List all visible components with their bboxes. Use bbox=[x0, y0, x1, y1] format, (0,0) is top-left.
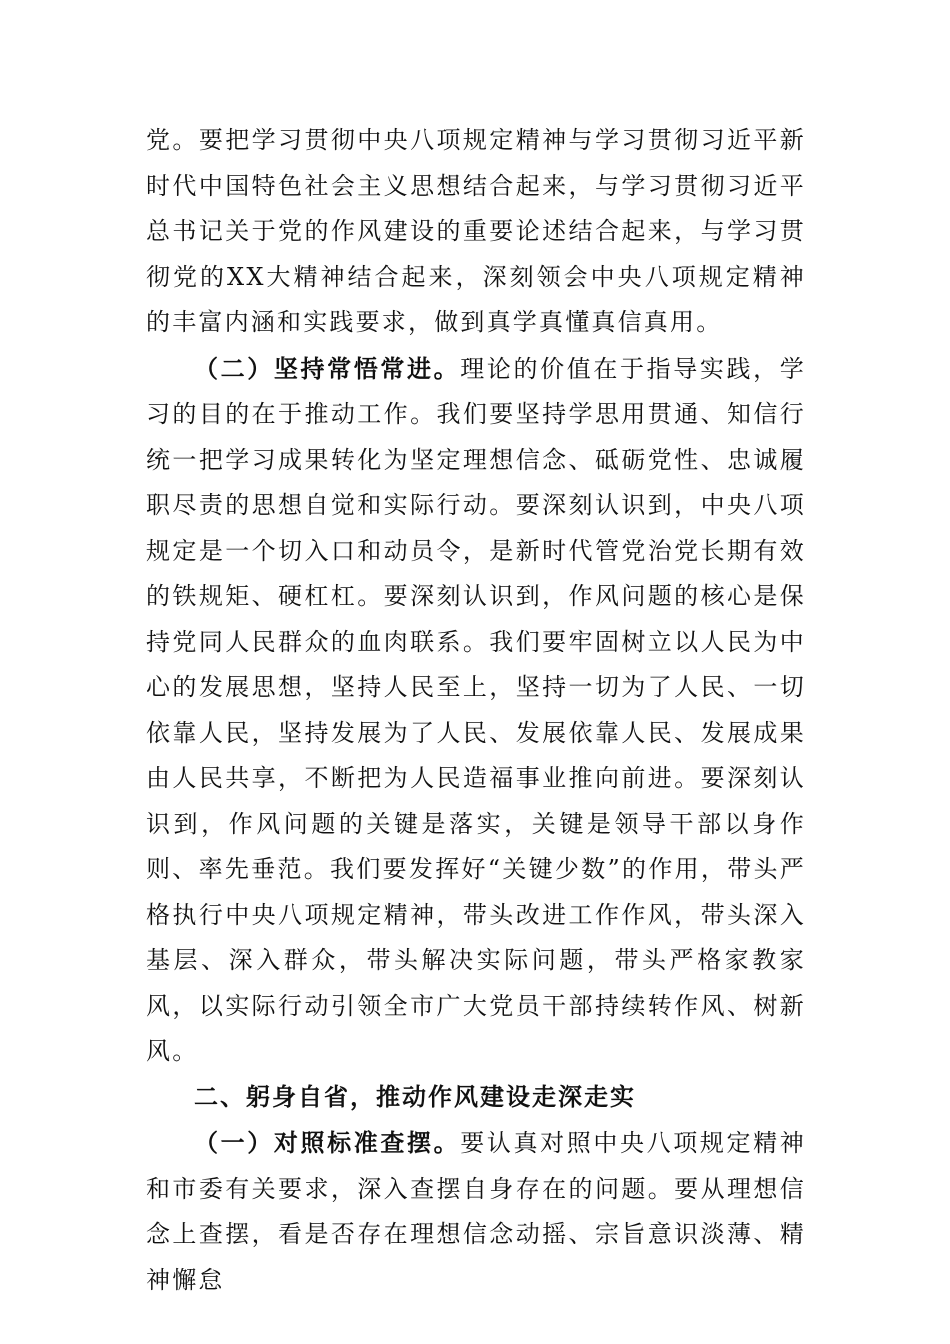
section-heading: 二、躬身自省，推动作风建设走深走实 bbox=[194, 1082, 636, 1111]
paragraph-subsection-1 bbox=[146, 1120, 806, 1303]
paragraph-lead: （二）坚持常悟常进。 bbox=[194, 353, 461, 383]
document-page bbox=[146, 118, 806, 1303]
paragraph-text: 要认真对照中央八项规定精神和市委有关要求，深入查摆自身存在的问题。要从理想信念上查摆，看是否存在理想信念动摇、宗旨意识淡薄、精神懈怠 bbox=[146, 1129, 807, 1294]
paragraph-continuation bbox=[146, 118, 806, 346]
paragraph-text: 理论的价值在于指导实践，学习的目的在于推动工作。我们要坚持学思用贯通、知信行统一把学习成果转化为坚定理想信念、砥砺党性、忠诚履职尽责的思想自觉和实际行动。要深刻认识到，中央八项规定是一个切入口和动员令，是新时代管党治党长期有效的铁规矩、硬杠杠。要深刻认识到，作风问题的核心是保持党同人民群众的血肉联系。我们要牢固树立以人民为中心的发展思想，坚持人民至上，坚持一切为了人民、一切依靠人民，坚持发展为了人民、发展依靠人民、发展成果由人民共享，不断把为人民造福事业推向前进。要深刻认识到，作风问题的关键是落实，关键是领导干部以身作则、率先垂范。我们要发挥好“关键少数”的作用，带头严格执行中央八项规定精神，带头改进工作作风，带头深入基层、深入群众，带头解决实际问题，带头严格家教家风，以实际行动引领全市广大党员干部持续转作风、树新风。 bbox=[146, 354, 807, 1065]
paragraph-section-2 bbox=[146, 346, 806, 1075]
paragraph-text: 党。要把学习贯彻中央八项规定精神与学习贯彻习近平新时代中国特色社会主义思想结合起来，与学习贯彻习近平总书记关于党的作风建设的重要论述结合起来，与学习贯彻党的XX大精神结合起来，深刻领会中央八项规定精神的丰富内涵和实践要求，做到真学真懂真信真用。 bbox=[146, 126, 806, 336]
paragraph-lead: （一）对照标准查摆。 bbox=[194, 1128, 461, 1157]
